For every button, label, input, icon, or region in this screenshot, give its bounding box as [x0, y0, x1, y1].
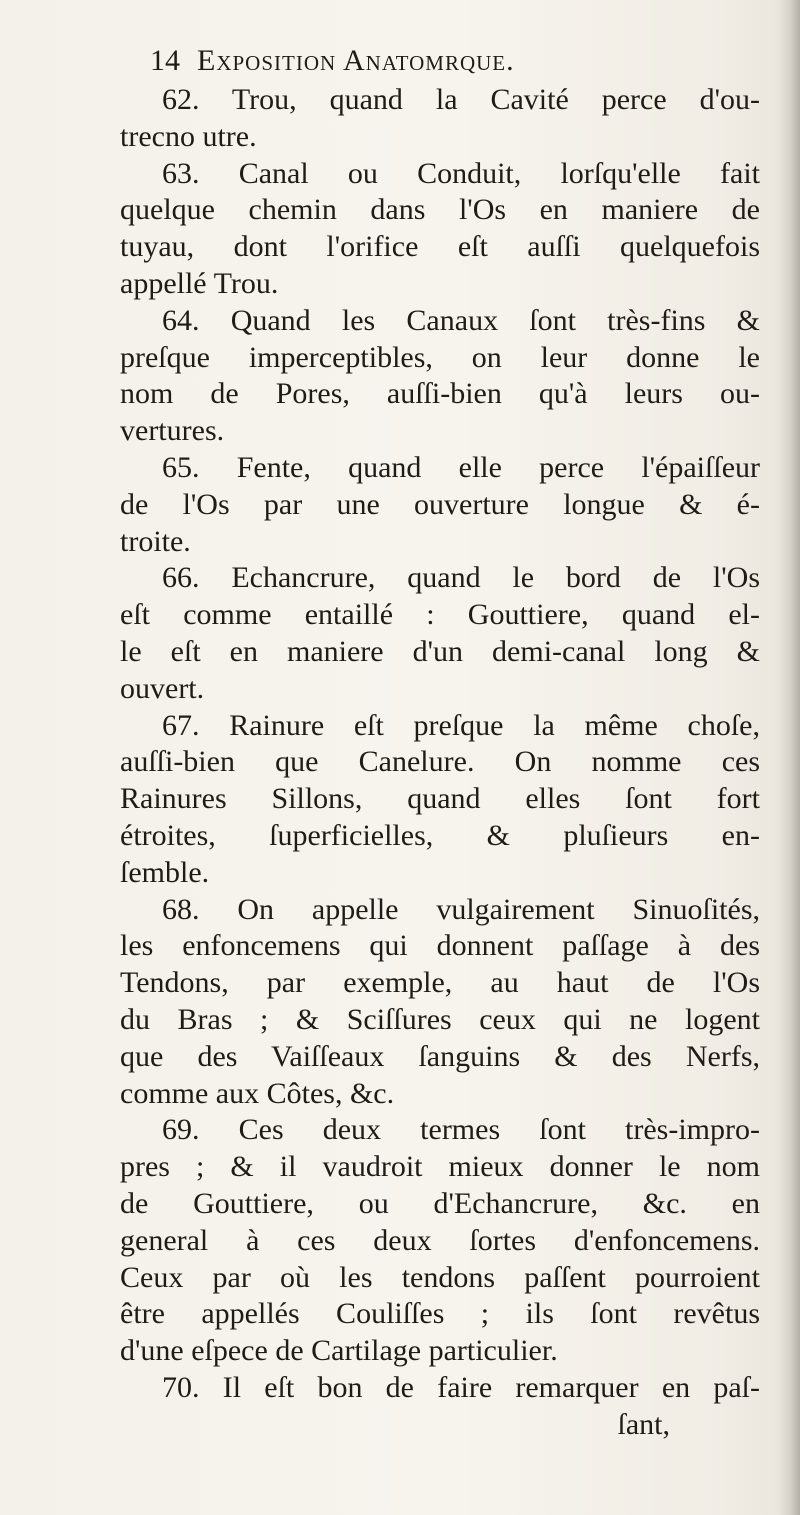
- text-line: appellé Trou.: [120, 266, 279, 300]
- text-line: ſemble.: [120, 855, 210, 889]
- text-line: 63. Canal ou Conduit, lorſqu'elle fait: [162, 156, 760, 190]
- text-line: vertures.: [120, 414, 225, 448]
- page-edge-shadow: [778, 0, 800, 1515]
- text-line: les enfoncemens qui donnent paſſage à des: [120, 929, 760, 963]
- text-line: quelque chemin dans l'Os en maniere de: [120, 193, 760, 227]
- text-line: ſant,: [617, 1407, 670, 1441]
- text-line: Tendons, par exemple, au haut de l'Os: [120, 966, 760, 1000]
- text-line: ouvert.: [120, 671, 205, 705]
- text-line: 66. Echancrure, quand le bord de l'Os: [162, 561, 760, 595]
- text-line: tuyau, dont l'orifice eſt auſſi quelquefois: [120, 230, 760, 264]
- text-line: preſque imperceptibles, on leur donne le: [120, 340, 760, 374]
- page-number: 14: [150, 44, 180, 77]
- text-line: pres ; & il vaudroit mieux donner le nom: [120, 1150, 760, 1184]
- text-line: que des Vaiſſeaux ſanguins & des Nerfs,: [120, 1039, 760, 1073]
- text-line: troite.: [120, 524, 191, 558]
- text-line: comme aux Côtes, &c.: [120, 1076, 395, 1110]
- text-line: le eſt en maniere d'un demi-canal long &: [120, 634, 760, 668]
- text-line: Rainures Sillons, quand elles ſont fort: [120, 782, 760, 816]
- text-line: nom de Pores, auſſi-bien qu'à leurs ou-: [120, 377, 760, 411]
- text-line: être appellés Couliſſes ; ils ſont revêtus: [120, 1297, 760, 1331]
- text-line: de l'Os par une ouverture longue & é-: [120, 487, 760, 521]
- body-text: [120, 82, 760, 1443]
- text-line: étroites, ſuperficielles, & pluſieurs en-: [120, 818, 760, 852]
- text-line: 64. Quand les Canaux ſont très-fins &: [162, 303, 760, 337]
- text-line: eſt comme entaillé : Gouttiere, quand el-: [120, 598, 760, 632]
- text-line: Ceux par où les tendons paſſent pourroient: [120, 1260, 760, 1294]
- text-line: d'une eſpece de Cartilage particulier.: [120, 1334, 558, 1368]
- page-header: [150, 41, 710, 81]
- text-line: 62. Trou, quand la Cavité perce d'ou-: [162, 83, 760, 116]
- text-line: du Bras ; & Sciſſures ceux qui ne logent: [120, 1002, 760, 1036]
- text-line: 68. On appelle vulgairement Sinuoſités,: [162, 892, 760, 926]
- text-line: 69. Ces deux termes ſont très-impro-: [162, 1113, 760, 1147]
- text-line: 70. Il eſt bon de faire remarquer en paſ-: [162, 1370, 760, 1404]
- text-line: auſſi-bien que Canelure. On nomme ces: [120, 745, 760, 779]
- text-line: 65. Fente, quand elle perce l'épaiſſeur: [162, 450, 760, 484]
- text-line: general à ces deux ſortes d'enfoncemens.: [120, 1223, 760, 1257]
- running-title: Exposition Anatomrque.: [197, 44, 515, 77]
- text-line: trecno utre.: [120, 119, 257, 153]
- text-line: de Gouttiere, ou d'Echancrure, &c. en: [120, 1186, 760, 1220]
- text-line: 67. Rainure eſt preſque la même choſe,: [162, 708, 760, 742]
